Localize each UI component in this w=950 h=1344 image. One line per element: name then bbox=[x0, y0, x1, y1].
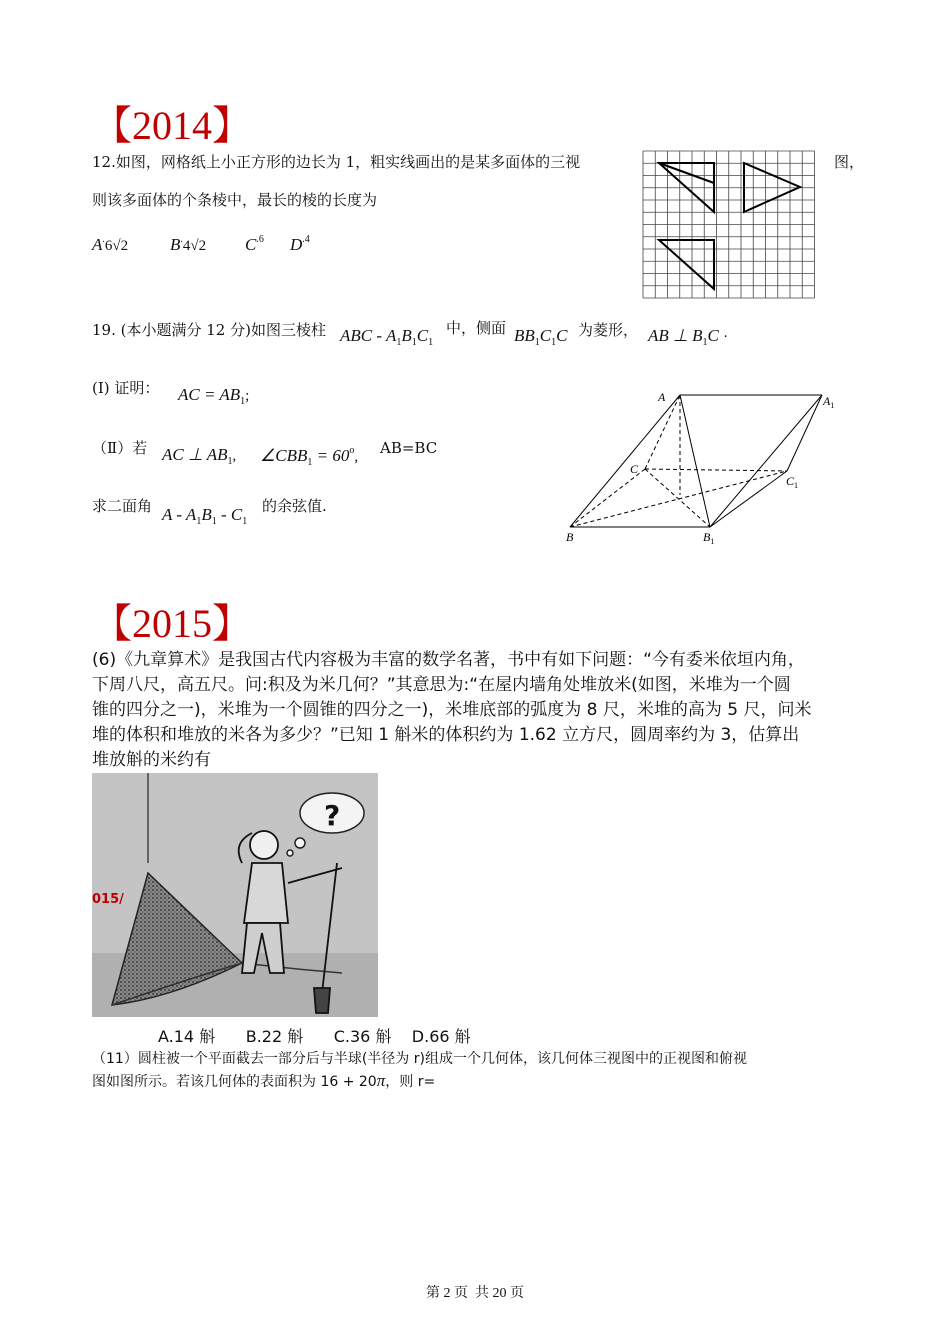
year-heading-2015: 【2015】 bbox=[92, 601, 252, 646]
q6-paragraph bbox=[92, 648, 872, 773]
q19-ask-expr: A - $A_1B_1 - C_1$ bbox=[162, 505, 248, 527]
q19-part2-expr2: $\angle CBB_1 = 60^o$, bbox=[260, 445, 359, 468]
q19-part2-label: （Ⅱ）若 bbox=[92, 439, 148, 457]
svg-text:C1: $C_1$ bbox=[786, 474, 799, 490]
q19-rhombus: 为菱形， bbox=[578, 321, 639, 339]
option-value: 4√2 bbox=[182, 238, 207, 254]
q12-line1-end: 图， bbox=[834, 153, 865, 171]
q19-ask-end: 的余弦值. bbox=[262, 497, 327, 515]
label-b: B bbox=[566, 530, 574, 544]
q19-prism-name: ABC - $A_1B_1C_1$ bbox=[340, 326, 434, 348]
q6-line: 下周八尺，高五尺。问:积及为米几何？”其意思为:“在屋内墙角处堆放米(如图，米堆为一个圆 bbox=[92, 675, 791, 695]
q6-line: 堆放斛的米约有 bbox=[92, 750, 211, 770]
triangular-prism-figure bbox=[560, 385, 850, 550]
three-view-grid-figure bbox=[640, 150, 818, 302]
q11-text-a: 图如图所示。若该几何体的表面积为 16 + 20 bbox=[92, 1074, 377, 1090]
label-a1: A bbox=[823, 394, 831, 408]
q19-perp: AB ⊥ $B_1C$ · bbox=[648, 326, 729, 348]
q11-line1: （11）圆柱被一个平面截去一部分后与半球(半径为 r)组成一个几何体，该几何体三视图中的正视图和俯视 bbox=[92, 1051, 747, 1067]
option-letter: B bbox=[170, 235, 181, 254]
q12-option-d: $D^{.4}$ bbox=[290, 234, 310, 254]
svg-text:B1: $B_1$ bbox=[703, 530, 715, 546]
q19-part2-condition: AB=BC bbox=[380, 439, 438, 457]
q19-part1-label: (Ⅰ) 证明： bbox=[92, 379, 160, 397]
option-letter: A bbox=[92, 235, 103, 254]
q12-option-b: B.4√2 bbox=[170, 234, 207, 254]
option-value: 6 bbox=[258, 234, 264, 245]
q19-part2-expr1: AC ⊥ $AB_1$, bbox=[162, 445, 237, 467]
q19-face: $BB_1C_1C$ bbox=[514, 326, 568, 348]
label-a: A bbox=[658, 390, 666, 404]
q11-text-b: ，则 r= bbox=[385, 1074, 436, 1090]
q19-intro: 19. (本小题满分 12 分)如图三棱柱 bbox=[92, 321, 326, 339]
option-letter: C bbox=[245, 235, 257, 254]
option-letter: D bbox=[290, 235, 303, 254]
label-c1: C bbox=[786, 474, 795, 488]
q12-line2: 则该多面体的个条棱中，最长的棱的长度为 bbox=[92, 191, 378, 209]
photo-watermark: 015/ bbox=[92, 892, 124, 907]
q11-line2 bbox=[92, 1070, 435, 1093]
svg-text:?: ? bbox=[324, 799, 341, 832]
q19-ask-label: 求二面角 bbox=[92, 497, 153, 515]
q12-option-a: A.6√2 bbox=[92, 234, 129, 254]
option-value: 6√2 bbox=[104, 238, 129, 254]
svg-text:A1: $A_1$ bbox=[823, 394, 835, 410]
q12-line1: 12.如图，网格纸上小正方形的边长为 1，粗实线画出的是某多面体的三视 bbox=[92, 153, 581, 171]
label-c: C bbox=[630, 462, 639, 476]
q19-mid: 中，侧面 bbox=[446, 319, 507, 337]
year-heading-2014: 【2014】 bbox=[92, 103, 252, 148]
option-value: 4 bbox=[304, 234, 310, 245]
q6-line: (6)《九章算术》是我国古代内容极为丰富的数学名著，书中有如下问题：“今有委米依垣内角， bbox=[92, 650, 805, 670]
pi-symbol: π bbox=[376, 1071, 386, 1090]
q12-option-c: $C^{.6}$ bbox=[245, 234, 264, 254]
q6-line: 锥的四分之一)，米堆为一个圆锥的四分之一)，米堆底部的弧度为 8 尺，米堆的高为 5 尺，问米 bbox=[92, 700, 812, 720]
q6-line: 堆的体积和堆放的米各为多少？”已知 1 斛米的体积约为 1.62 立方尺，圆周率约为 3，估算出 bbox=[92, 725, 800, 745]
page-footer: 第 2 页 共 20 页 bbox=[426, 1286, 524, 1301]
q6-options: A.14 斛 B.22 斛 C.36 斛 D.66 斛 bbox=[158, 1027, 471, 1046]
q19-part1-expr: AC = $AB_1$; bbox=[178, 385, 250, 407]
label-b1: B bbox=[703, 530, 711, 544]
rice-pile-photo bbox=[92, 773, 378, 1017]
